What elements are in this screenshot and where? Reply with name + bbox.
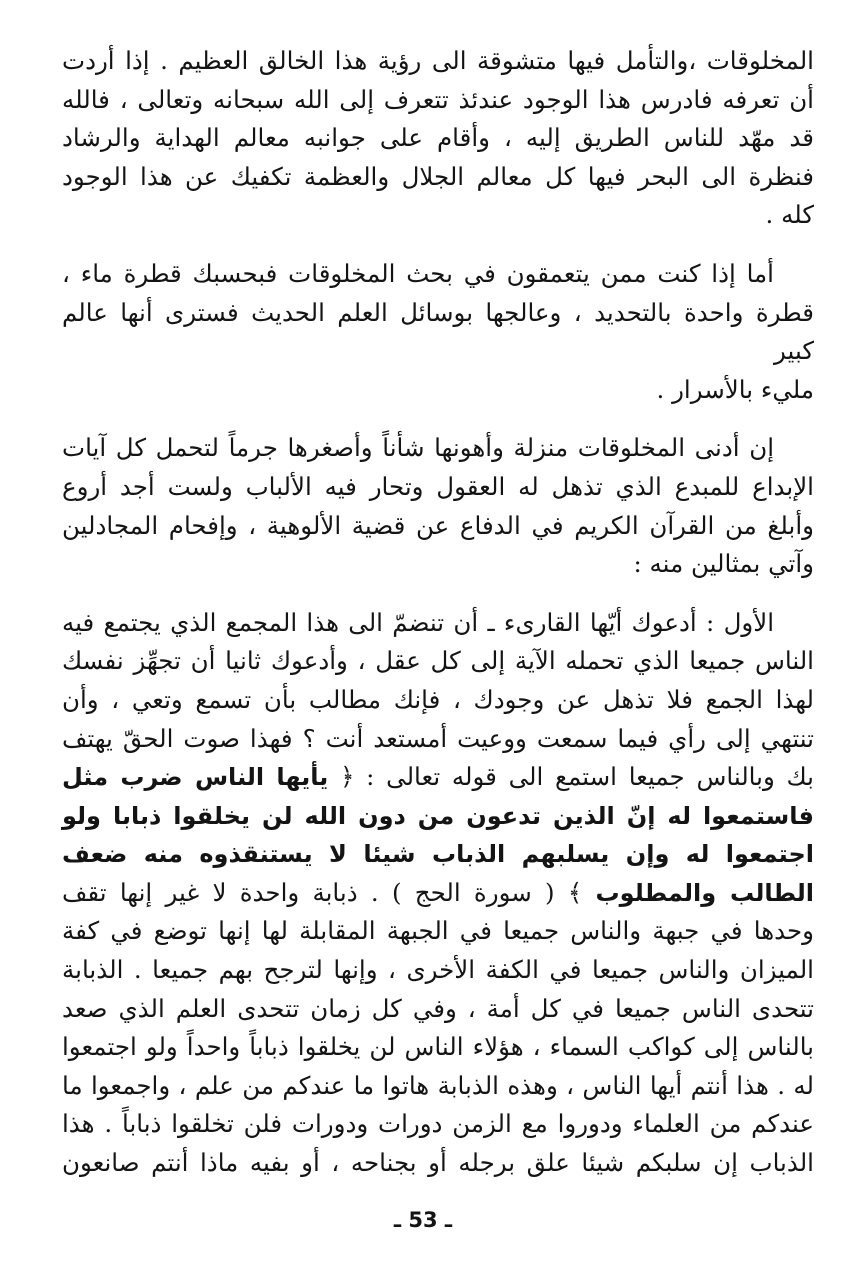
quran-quote-line: فاستمعوا له إنّ الذين تدعون من دون الله لن يخلقوا ذبابا ولو bbox=[62, 801, 814, 830]
text-line: الناس جميعا الذي تحمله الآية إلى كل عقل ، وأدعوك ثانيا أن تجهِّز نفسك bbox=[62, 646, 814, 676]
text-line: الميزان والناس جميعا في الكفة الأخرى ، وإنها لترجح بهم جميعا . الذبابة bbox=[62, 955, 814, 985]
quran-quote-text: الطالب والمطلوب bbox=[595, 878, 814, 907]
text-line: لهذا الجمع فلا تذهل عن وجودك ، فإنك مطالب بأن تسمع وتعي ، وأن bbox=[62, 684, 814, 714]
text-line: تتحدى الناس جميعا في كل أمة ، وفي كل زمان تتحدى العلم الذي صعد bbox=[62, 993, 814, 1023]
text-line-with-quote-end bbox=[62, 874, 814, 913]
text-line: وحدها في جبهة والناس جميعا في الجبهة المقابلة لها إنها توضع في كفة bbox=[62, 916, 814, 946]
page-number: ـ 53 ـ bbox=[393, 1208, 453, 1232]
text-line: تنتهي إلى رأي فيما سمعت ووعيت أمستعد أنت ؟ فهذا صوت الحقّ يهتف bbox=[62, 723, 814, 753]
text-line: وأبلغ من القرآن الكريم في الدفاع عن قضية الألوهية ، وإفحام المجادلين bbox=[62, 510, 814, 540]
text-segment: بك وبالناس جميعا استمع الى قوله تعالى : ﴿ bbox=[340, 762, 815, 792]
paragraph-2 bbox=[62, 255, 814, 409]
text-line: كله . bbox=[765, 200, 814, 230]
text-segment: ﴾ ( سورة الحج ) . ذبابة واحدة لا غير إنها تقف bbox=[62, 877, 583, 907]
book-page-body bbox=[62, 42, 814, 1212]
text-line: أن تعرفه فادرس هذا الوجود عندئذ تتعرف إلى الله سبحانه وتعالى ، فالله bbox=[62, 84, 814, 114]
quran-quote-line: اجتمعوا له وإن يسلبهم الذباب شيئا لا يستنقذوه منه ضعف bbox=[62, 840, 814, 869]
quran-quote-text: يأيها الناس ضرب مثل bbox=[62, 763, 329, 792]
text-line: قطرة واحدة بالتحديد ، وعالجها بوسائل العلم الحديث فسترى أنها عالم كبير bbox=[62, 297, 814, 366]
paragraph-1 bbox=[62, 42, 814, 235]
text-line: وآتي بمثالين منه : bbox=[633, 549, 814, 579]
text-line: أما إذا كنت ممن يتعمقون في بحث المخلوقات فبحسبك قطرة ماء ، bbox=[62, 258, 774, 288]
text-line-with-quote-start bbox=[62, 758, 814, 797]
paragraph-3 bbox=[62, 429, 814, 583]
text-line: إن أدنى المخلوقات منزلة وأهونها شأناً وأصغرها جرماً لتحمل كل آيات bbox=[62, 433, 774, 463]
text-line: بالناس إلى كواكب السماء ، هؤلاء الناس لن يخلقوا ذباباً واحداً ولو اجتمعوا bbox=[62, 1032, 814, 1062]
text-line: مليء بالأسرار . bbox=[656, 374, 814, 404]
text-line: الذباب إن سلبكم شيئا علق برجله أو بجناحه ، أو بفيه ماذا أنتم صانعون bbox=[62, 1148, 814, 1178]
text-line: قد مهّد للناس الطريق إليه ، وأقام على جوانبه معالم الهداية والرشاد bbox=[62, 123, 814, 153]
text-line: له . هذا أنتم أيها الناس ، وهذه الذبابة هاتوا ما عندكم من علم ، واجمعوا ما bbox=[62, 1070, 814, 1100]
text-line: المخلوقات ،والتأمل فيها متشوقة الى رؤية هذا الخالق العظيم . إذا أردت bbox=[62, 46, 814, 75]
text-line: فنظرة الى البحر فيها كل معالم الجلال والعظمة تكفيك عن هذا الوجود bbox=[62, 161, 814, 191]
text-line: الإبداع للمبدع الذي تذهل له العقول وتحار فيه الألباب ولست أجد أروع bbox=[62, 471, 814, 501]
text-line: عندكم من العلماء ودوروا مع الزمن دورات ودورات فلن تخلقوا ذباباً . هذا bbox=[62, 1109, 814, 1139]
text-line: الأول : أدعوك أيّها القارىء ـ أن تنضمّ الى هذا المجمع الذي يجتمع فيه bbox=[62, 607, 774, 637]
paragraph-4 bbox=[62, 604, 814, 1183]
